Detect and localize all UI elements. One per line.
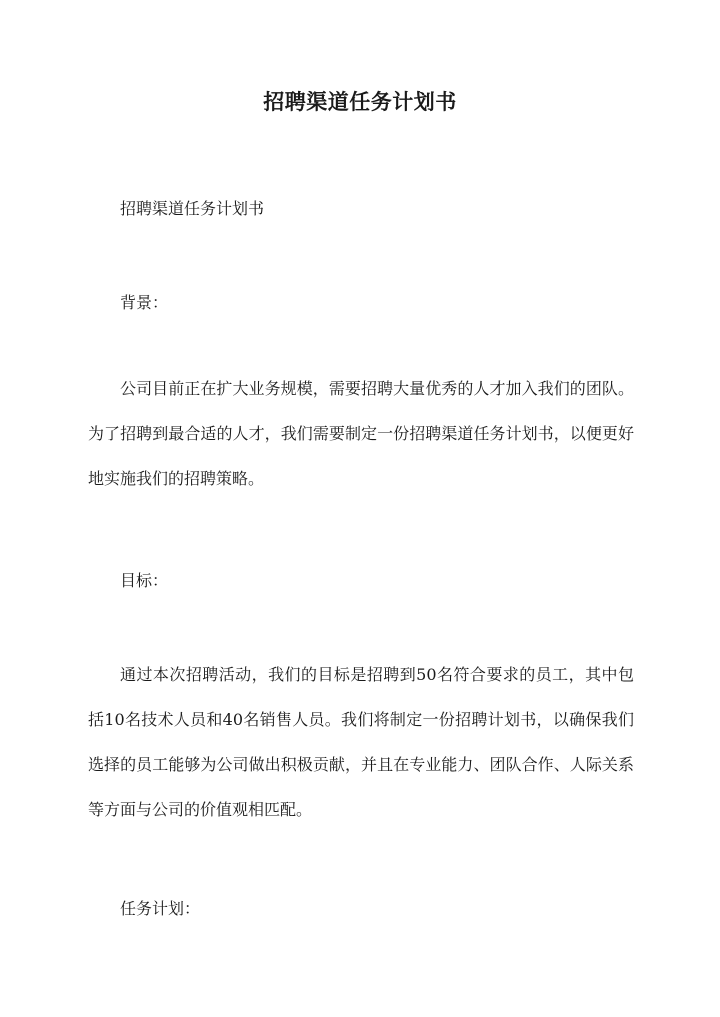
- goal-heading: 目标：: [120, 571, 169, 590]
- subtitle-paragraph: 招聘渠道任务计划书: [120, 199, 265, 218]
- background-paragraph: 公司目前正在扩大业务规模，需要招聘大量优秀的人才加入我们的团队。为了招聘到最合适的人才，我们需要制定一份招聘渠道任务计划书，以便更好地实施我们的招聘策略。: [88, 379, 634, 488]
- task-plan-heading: 任务计划：: [120, 899, 201, 918]
- background-heading: 背景：: [120, 293, 169, 312]
- document-title: 招聘渠道任务计划书: [263, 89, 457, 114]
- goal-paragraph: 通过本次招聘活动，我们的目标是招聘到50名符合要求的员工，其中包括10名技术人员和40名销售人员。我们将制定一份招聘计划书，以确保我们选择的员工能够为公司做出积极贡献，并且在专业能力、团队合作、人际关系等方面与公司的价值观相匹配。: [88, 665, 634, 819]
